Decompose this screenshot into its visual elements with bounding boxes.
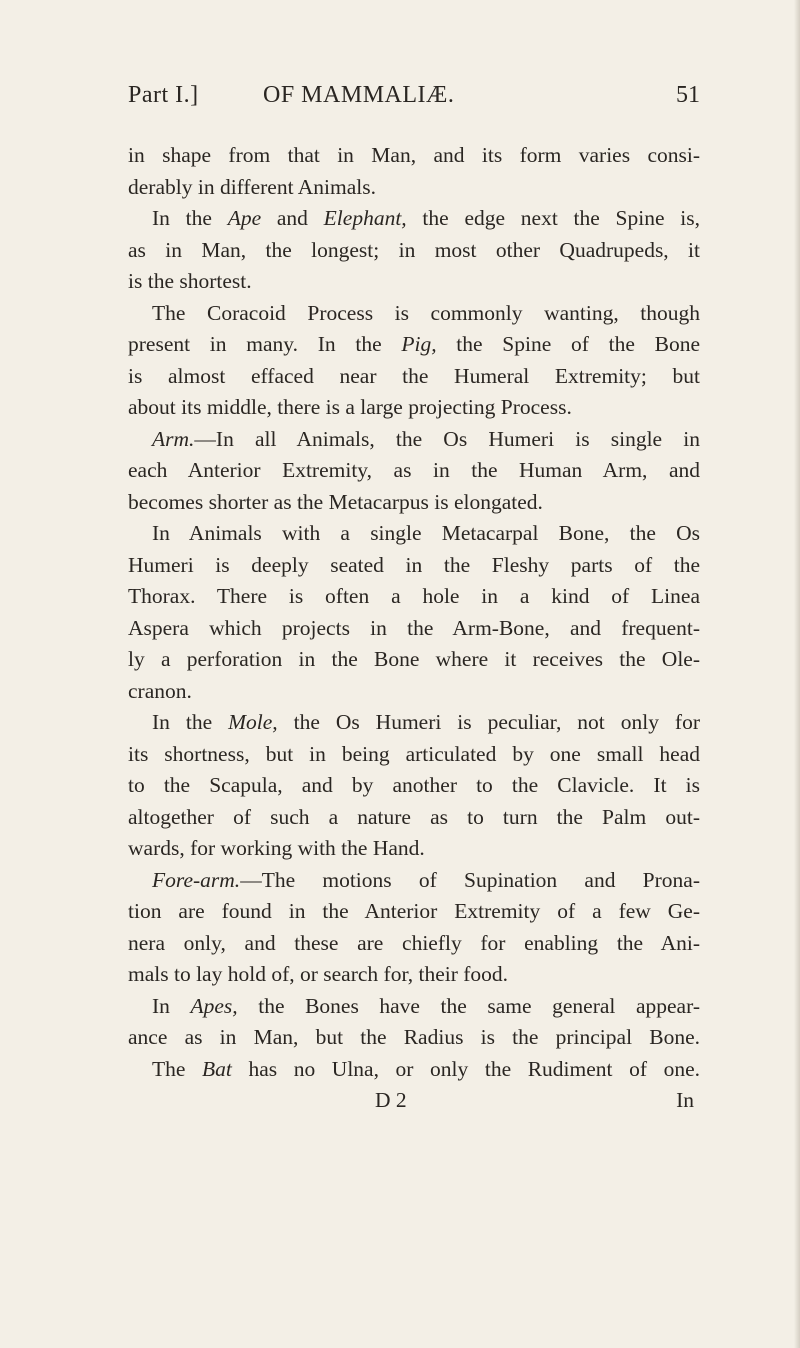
text-line bbox=[128, 676, 700, 708]
text-run: the Os Humeri is peculiar, not only for bbox=[277, 710, 700, 734]
text-run: about its middle, there is a large projecting Process. bbox=[128, 395, 572, 419]
italic-term: Mole, bbox=[228, 710, 278, 734]
text-run: ly a perforation in the Bone where it receives the Ole- bbox=[128, 647, 700, 671]
text-run: the Bones have the same general appear- bbox=[237, 993, 700, 1018]
text-run: the edge next the Spine is, bbox=[406, 206, 700, 230]
text-line bbox=[128, 550, 700, 582]
text-run: becomes shorter as the Metacarpus is elongated. bbox=[128, 489, 543, 514]
text-run: The bbox=[152, 1056, 203, 1081]
text-line bbox=[128, 770, 700, 802]
text-line bbox=[128, 140, 700, 172]
text-run: ance as in Man, but the Radius is the principal Bone. bbox=[128, 1025, 700, 1049]
page-footer bbox=[128, 1085, 700, 1117]
body-text bbox=[128, 140, 700, 1117]
text-line bbox=[128, 928, 700, 960]
italic-term: Arm. bbox=[152, 426, 195, 451]
text-run: The Coracoid Process is commonly wanting, though bbox=[152, 300, 700, 325]
text-line bbox=[128, 613, 700, 645]
text-line bbox=[128, 1022, 700, 1054]
text-run: Humeri is deeply seated in the Fleshy parts of the bbox=[128, 552, 700, 577]
italic-term: Pig, bbox=[401, 332, 437, 356]
text-run: is the shortest. bbox=[128, 269, 252, 293]
text-run: each Anterior Extremity, as in the Human Arm, and bbox=[128, 458, 700, 482]
text-run: In Animals with a single Metacarpal Bone, the Os bbox=[152, 521, 700, 545]
text-line bbox=[128, 644, 700, 676]
text-run: to the Scapula, and by another to the Clavicle. It is bbox=[128, 773, 700, 797]
text-line bbox=[128, 487, 700, 519]
text-run: In the bbox=[152, 710, 229, 734]
text-line bbox=[128, 581, 700, 613]
text-line bbox=[128, 707, 700, 739]
signature-mark: D 2 bbox=[375, 1088, 407, 1112]
text-run: derably in different Animals. bbox=[128, 174, 376, 199]
text-run: altogether of such a nature as to turn the Palm out- bbox=[128, 804, 700, 829]
text-line bbox=[128, 203, 700, 235]
text-run: Aspera which projects in the Arm-Bone, and frequent- bbox=[128, 615, 700, 640]
text-run: mals to lay hold of, or search for, their food. bbox=[128, 962, 509, 986]
italic-term: Bat bbox=[202, 1056, 232, 1081]
text-line bbox=[128, 298, 700, 330]
italic-term: Elephant, bbox=[323, 206, 407, 230]
text-run: nera only, and these are chiefly for enabling the Ani- bbox=[128, 930, 700, 955]
text-line bbox=[128, 329, 700, 361]
text-line bbox=[128, 1054, 700, 1086]
italic-term: Apes, bbox=[190, 993, 238, 1018]
text-line bbox=[128, 361, 700, 393]
italic-term: Fore-arm. bbox=[152, 867, 241, 892]
italic-term: Ape bbox=[227, 206, 262, 230]
text-run: tion are found in the Anterior Extremity of a few Ge- bbox=[128, 899, 700, 923]
header-title: OF MAMMALIÆ. bbox=[263, 82, 455, 108]
text-line bbox=[128, 896, 700, 928]
text-line bbox=[128, 991, 700, 1023]
text-run: in shape from that in Man, and its form varies consi- bbox=[128, 143, 700, 167]
running-header bbox=[128, 82, 700, 122]
text-line bbox=[128, 172, 700, 204]
text-run: has no Ulna, or only the Rudiment of one. bbox=[231, 1056, 700, 1081]
text-run: In the bbox=[152, 206, 228, 230]
text-run: —The motions of Supination and Prona- bbox=[240, 867, 700, 892]
text-line bbox=[128, 424, 700, 456]
text-line bbox=[128, 266, 700, 298]
text-line bbox=[128, 802, 700, 834]
text-line bbox=[128, 865, 700, 897]
text-run: is almost effaced near the Humeral Extremity; but bbox=[128, 363, 700, 388]
text-run: as in Man, the longest; in most other Quadrupeds, it bbox=[128, 237, 700, 262]
text-line bbox=[128, 959, 700, 991]
text-run: cranon. bbox=[128, 678, 192, 703]
text-line bbox=[128, 455, 700, 487]
text-line bbox=[128, 833, 700, 865]
text-run: its shortness, but in being articulated by one small head bbox=[128, 741, 700, 766]
text-run: Thorax. There is often a hole in a kind of Linea bbox=[128, 584, 700, 608]
text-run: —In all Animals, the Os Humeri is single in bbox=[194, 426, 700, 451]
text-run: present in many. In the bbox=[128, 332, 402, 356]
catchword: In bbox=[676, 1088, 694, 1112]
text-line bbox=[128, 518, 700, 550]
text-line bbox=[128, 392, 700, 424]
text-run: wards, for working with the Hand. bbox=[128, 836, 425, 860]
text-run: and bbox=[261, 206, 324, 230]
text-run: the Spine of the Bone bbox=[436, 332, 700, 356]
text-line bbox=[128, 235, 700, 267]
text-line bbox=[128, 739, 700, 771]
text-run: In bbox=[152, 993, 191, 1018]
page-number: 51 bbox=[676, 82, 700, 108]
page-edge-shadow bbox=[794, 0, 800, 1348]
header-part: Part I.] bbox=[128, 82, 199, 108]
